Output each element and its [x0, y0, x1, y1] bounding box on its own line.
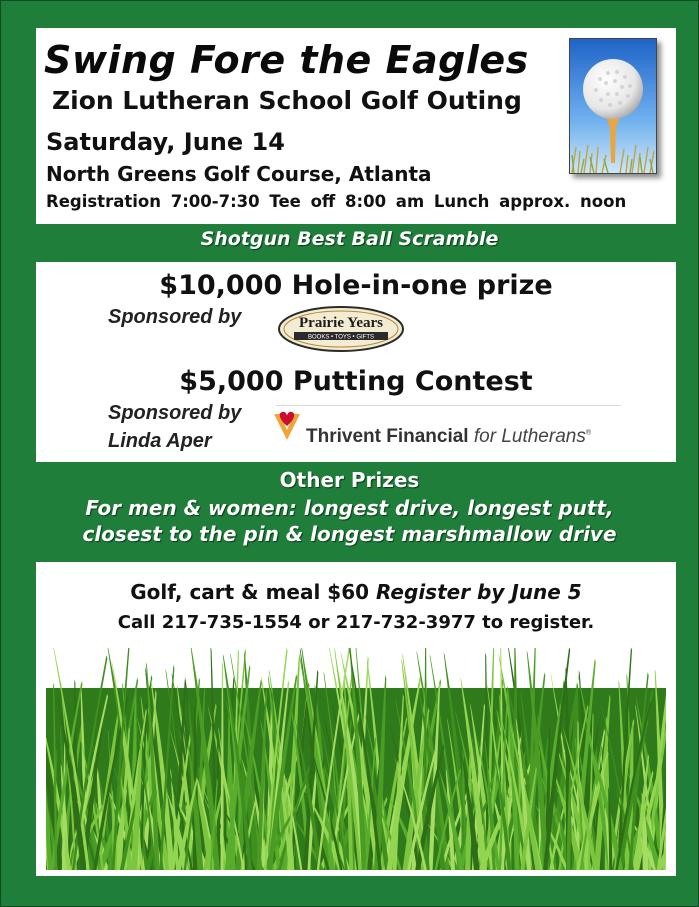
registration-panel — [36, 562, 676, 876]
golf-ball-on-tee-icon — [570, 39, 656, 173]
price-text: Golf, cart & meal $60 — [130, 580, 370, 604]
format-banner: Shotgun Best Ball Scramble — [200, 228, 499, 250]
register-deadline: Register by June 5 — [376, 580, 582, 604]
golf-ball-photo — [569, 38, 657, 174]
event-date: Saturday, June 14 — [46, 128, 285, 156]
prairie-logo-name: Prairie Years — [299, 315, 383, 331]
putting-contest-prize: $5,000 Putting Contest — [179, 366, 533, 397]
thrivent-suffix: for Lutherans — [473, 426, 586, 447]
thrivent-wordmark: Thrivent Financial for Lutherans® — [306, 426, 592, 447]
sponsor-person: Linda Aper — [108, 430, 212, 452]
prairie-logo-tagline: BOOKS • TOYS • GIFTS — [308, 334, 374, 341]
divider — [276, 405, 621, 406]
event-subtitle: Zion Lutheran School Golf Outing — [52, 86, 522, 115]
event-schedule: Registration 7:00-7:30 Tee off 8:00 am Lunch approx. noon — [46, 192, 627, 211]
thrivent-name: Thrivent Financial — [306, 426, 469, 447]
event-location: North Greens Golf Course, Atlanta — [46, 162, 432, 186]
other-prizes-title: Other Prizes — [279, 468, 420, 492]
price-line — [36, 580, 676, 604]
sponsored-by-label-2: Sponsored by — [108, 402, 242, 424]
prairie-years-logo — [276, 304, 406, 354]
grass-photo — [46, 648, 666, 870]
other-prizes-line-1: For men & women: longest drive, longest putt, — [85, 496, 614, 520]
thrivent-logo-icon — [272, 410, 302, 442]
hole-in-one-prize: $10,000 Hole-in-one prize — [159, 270, 553, 301]
grass-icon — [46, 648, 666, 870]
sponsored-by-label: Sponsored by — [108, 306, 242, 328]
call-to-register: Call 217-735-1554 or 217-732-3977 to register. — [117, 612, 595, 633]
other-prizes-line-2: closest to the pin & longest marshmallow drive — [82, 522, 617, 546]
event-header-panel — [36, 28, 676, 224]
prizes-panel — [36, 262, 676, 462]
event-title: Swing Fore the Eagles — [44, 38, 529, 82]
